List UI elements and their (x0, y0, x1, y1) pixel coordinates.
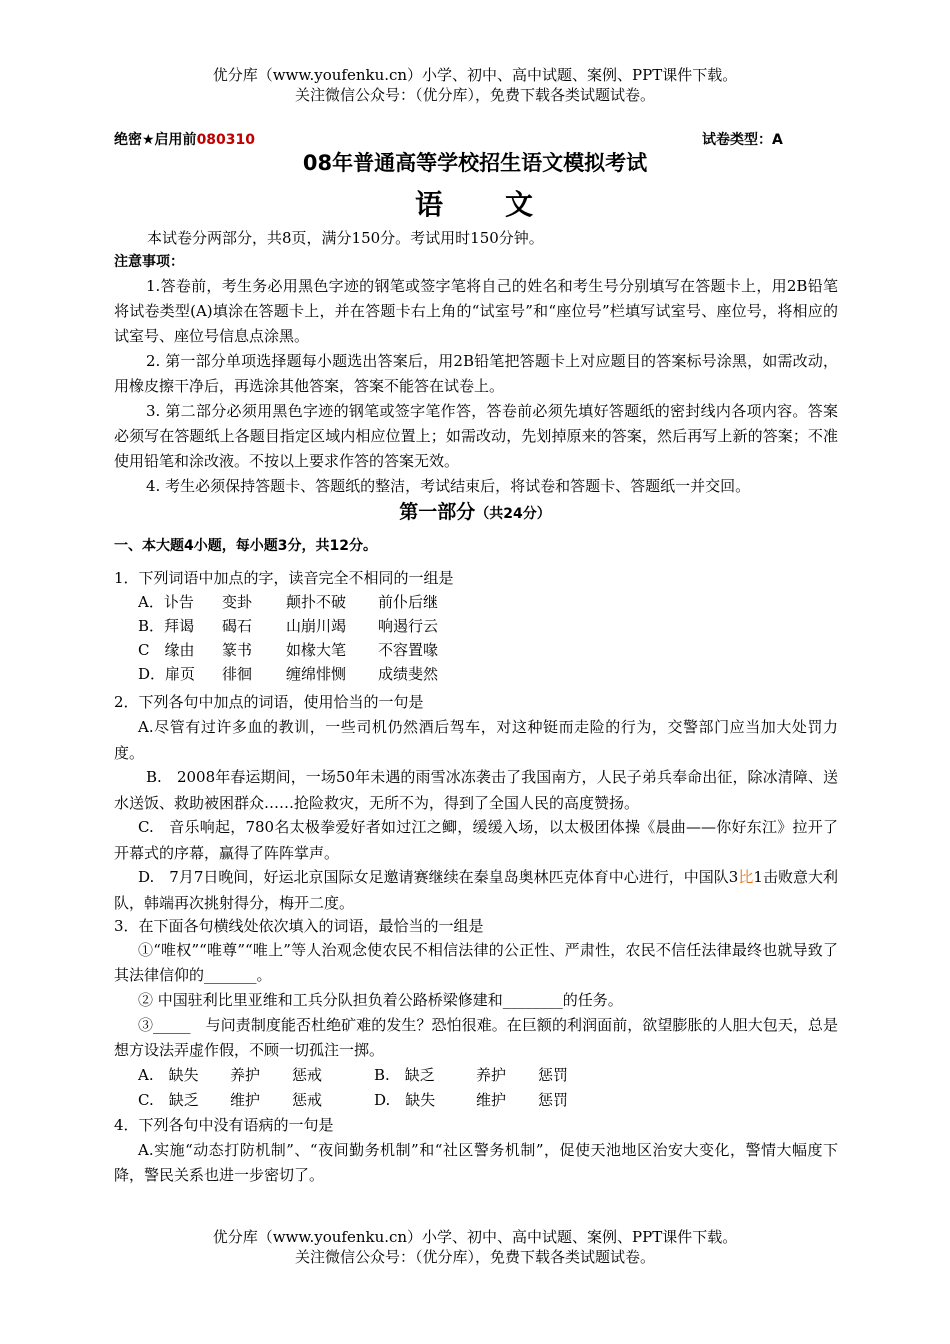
notice-item-1: 1.答卷前，考生务必用黑色字迹的钢笔或签字笔将自己的姓名和考生号分别填写在答题卡上，用2B铅笔将试卷类型(A)填涂在答题卡上，并在答题卡右上角的“试室号”和“座位号”栏填写试室号、座位号，将相应的试室号、座位号信息点涂黑。 (114, 277, 838, 345)
intro-text: 本试卷分两部分，共8页，满分150分。考试用时150分钟。 (147, 229, 544, 247)
q1-stem: 1．下列词语中加点的字，读音完全不相同的一组是 (114, 569, 454, 587)
q1-option-d: D．扉页 徘徊 缠绵悱恻 成绩斐然 (138, 665, 439, 683)
q4-option-a: A.实施“动态打防机制”、“夜间勤务机制”和“社区警务机制”，促使天池地区治安大变化，警情大幅度下降，警民关系也进一步密切了。 (114, 1141, 838, 1184)
site-footer-line2: 关注微信公众号：（优分库），免费下载各类试题试卷。 (294, 1248, 655, 1266)
q4-stem: 4．下列各句中没有语病的一句是 (114, 1116, 334, 1134)
subject-title: 语 文 (414, 188, 535, 221)
q3-stem: 3．在下面各句横线处依次填入的词语，最恰当的一组是 (114, 917, 484, 935)
part1-heading (0, 497, 950, 524)
q2-stem: 2．下列各句中加点的词语，使用恰当的一句是 (114, 693, 424, 711)
q3-sentence-3: ③_____ 与问责制度能否杜绝矿难的发生？恐怕很难。在巨额的利润面前，欲望膨胀的人胆大包天，总是想方设法弄虚作假，不顾一切孤注一掷。 (114, 1016, 838, 1059)
q3-sentence-2: ② 中国驻利比里亚维和工兵分队担负着公路桥梁修建和________的任务。 (138, 991, 623, 1009)
q1-option-b: B．拜谒 碣石 山崩川竭 响遏行云 (138, 617, 439, 635)
section-heading: 一、本大题4小题，每小题3分，共12分。 (114, 538, 377, 554)
site-footer-line1: 优分库（www.youfenku.cn）小学、初中、高中试题、案例、PPT课件下载。 (212, 1228, 738, 1246)
q2-option-b: B. 2008年春运期间，一场50年未遇的雨雪冰冻袭击了我国南方，人民子弟兵奉命出征，除冰清障、送水送饭、救助被困群众……抢险救灾，无所不为，得到了全国人民的高度赞扬。 (114, 768, 838, 812)
notice-heading: 注意事项： (114, 254, 184, 270)
site-header-line2: 关注微信公众号：（优分库），免费下载各类试题试卷。 (294, 86, 655, 104)
notice-item-4: 4. 考生必须保持答题卡、答题纸的整洁，考试结束后，将试卷和答题卡、答题纸一并交回。 (146, 477, 751, 495)
notice-item-3: 3. 第二部分必须用黑色字迹的钢笔或签字笔作答，答卷前必须先填好答题纸的密封线内各项内容。答案必须写在答题纸上各题目指定区域内相应位置上；如需改动，先划掉原来的答案，然后再写上新的答案；不准使用铅笔和涂改液。不按以上要求作答的答案无效。 (114, 402, 838, 470)
q3-options-ab: A. 缺失 养护 惩戒 B. 缺乏 养护 惩罚 (138, 1066, 569, 1084)
q3-sentence-1: ①“唯权”“唯尊”“唯上”等人治观念使农民不相信法律的公正性、严肃性，农民不信任法律最终也就导致了其法律信仰的_______。 (114, 941, 838, 984)
confidential-label (114, 129, 255, 149)
exam-title: 08年普通高等学校招生语文模拟考试 (302, 151, 648, 175)
q2-option-c: C. 音乐响起，780名太极拳爱好者如过江之鲫，缓缓入场，以太极团体操《晨曲——你好东江》拉开了开幕式的序幕，赢得了阵阵掌声。 (114, 818, 838, 862)
notice-item-2: 2. 第一部分单项选择题每小题选出答案后，用2B铅笔把答题卡上对应题目的答案标号涂黑，如需改动，用橡皮擦干净后，再选涂其他答案，答案不能答在试卷上。 (114, 352, 838, 395)
q1-option-c: C 缘由 篆书 如椽大笔 不容置喙 (138, 641, 439, 659)
site-header-line1: 优分库（www.youfenku.cn）小学、初中、高中试题、案例、PPT课件下载。 (212, 66, 738, 84)
q3-options-cd: C. 缺乏 维护 惩戒 D. 缺失 维护 惩罚 (138, 1091, 569, 1109)
q1-option-a: A．讣告 变卦 颠扑不破 前仆后继 (138, 593, 439, 611)
secret-text: 绝密★启用前 (114, 132, 197, 148)
q2-option-a: A.尽管有过许多血的教训，一些司机仍然酒后驾车，对这种铤而走险的行为，交警部门应当加大处罚力度。 (114, 718, 838, 762)
part1-score: （共24分） (475, 506, 551, 522)
exam-code: 080310 (196, 132, 256, 148)
q2-option-d: D. 7月7日晚间，好运北京国际女足邀请赛继续在秦皇岛奥林匹克体育中心进行，中国队3比1击败意大利队，韩端再次挑射得分，梅开二度。 (114, 868, 838, 912)
paper-type: 试卷类型：A (702, 132, 783, 148)
part1-title: 第一部分 (399, 501, 476, 523)
